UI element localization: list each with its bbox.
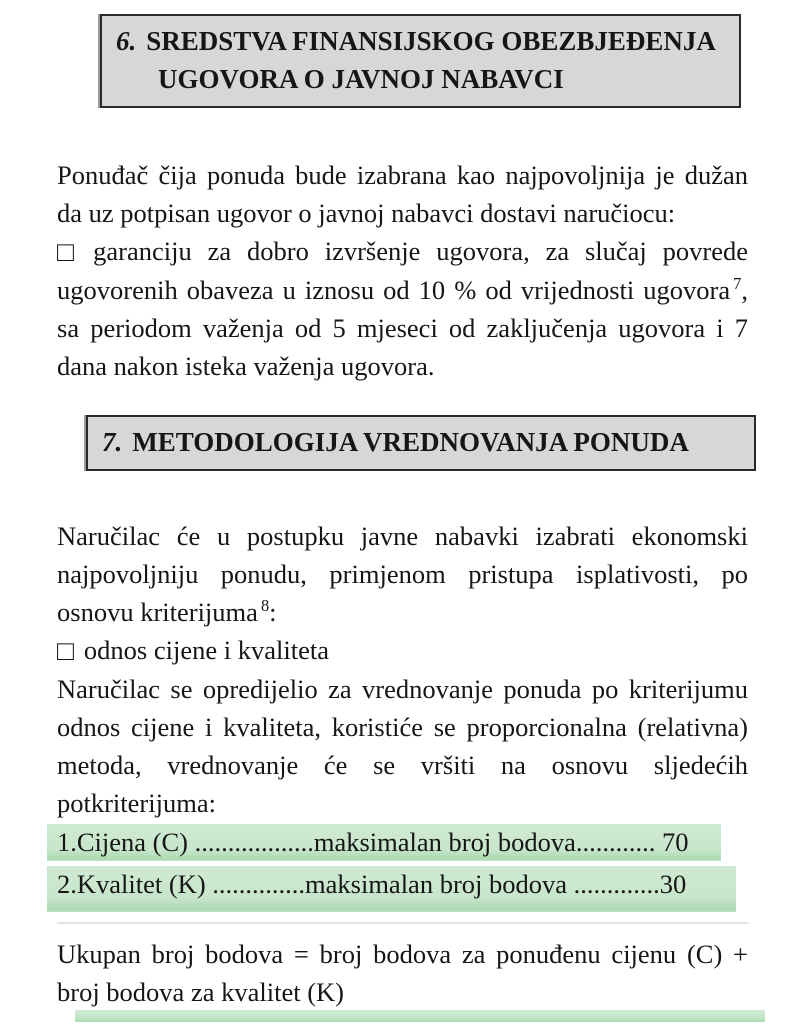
- section-7-number: 7.: [102, 427, 123, 457]
- footnote-8-marker: 8: [260, 596, 270, 616]
- section-6-heading-box: [100, 14, 741, 108]
- section-6-guarantee-item: [57, 232, 748, 385]
- section-6-title-part1: SREDSTVA FINANSIJSKOG OBEZBJEĐENJA: [146, 26, 716, 56]
- checkbox-icon: □: [57, 636, 74, 667]
- section-6-number: 6.: [116, 26, 137, 56]
- section-6-heading-line1: [116, 22, 727, 60]
- criterion-checkbox-line: [57, 631, 748, 670]
- section-7-intro-paragraph: [57, 517, 748, 631]
- checkbox-icon: □: [57, 237, 84, 268]
- cutoff-highlight-strip: [75, 1010, 765, 1022]
- guarantee-text: garanciju za dobro izvršenje ugovora, za slučaj povrede ugovorenih obaveza u iznosu od 10 % od vrijednosti ugovora: [57, 236, 748, 305]
- section-7-heading-box: [86, 415, 756, 471]
- section-6-heading-line2: UGOVORA O JAVNOJ NABAVCI: [158, 64, 564, 94]
- criterion-price-row: 1.Cijena (C) ..................maksimalan broj bodova............ 70: [47, 824, 721, 861]
- section-7-method-paragraph: Naručilac se opredijelio za vrednovanje ponuda po kriterijumu odnos cijene i kvaliteta, koristiće se proporcionalna (relativna) metoda, vrednovanje će se vršiti na osnovu sljedećih potkriterijuma:: [57, 674, 748, 818]
- criteria-list: [57, 824, 748, 912]
- section-7-title: METODOLOGIJA VREDNOVANJA PONUDA: [132, 427, 689, 457]
- criterion-quality-row: 2.Kvalitet (K) ..............maksimalan broj bodova .............30: [47, 866, 736, 912]
- intro-text-colon: :: [269, 597, 277, 627]
- footnote-7-marker: 7: [733, 274, 742, 294]
- separator-line: [57, 922, 748, 924]
- criterion-checkbox-label: odnos cijene i kvaliteta: [83, 635, 329, 665]
- guarantee-text-continued: , sa periodom važenja od 5 mjeseci od zaključenja ugovora i 7 dana nakon isteka važenja ugovora.: [57, 275, 748, 381]
- intro-text: Naručilac će u postupku javne nabavki izabrati ekonomski najpovoljniju ponudu, primjenom pristupa isplativosti, po osnovu kriterijuma: [57, 521, 748, 627]
- total-points-formula: Ukupan broj bodova = broj bodova za ponuđenu cijenu (C) + broj bodova za kvalitet (K): [57, 939, 748, 1007]
- section-6-intro-paragraph: Ponuđač čija ponuda bude izabrana kao najpovoljnija je dužan da uz potpisan ugovor o javnoj nabavci dostavi naručiocu:: [57, 160, 748, 228]
